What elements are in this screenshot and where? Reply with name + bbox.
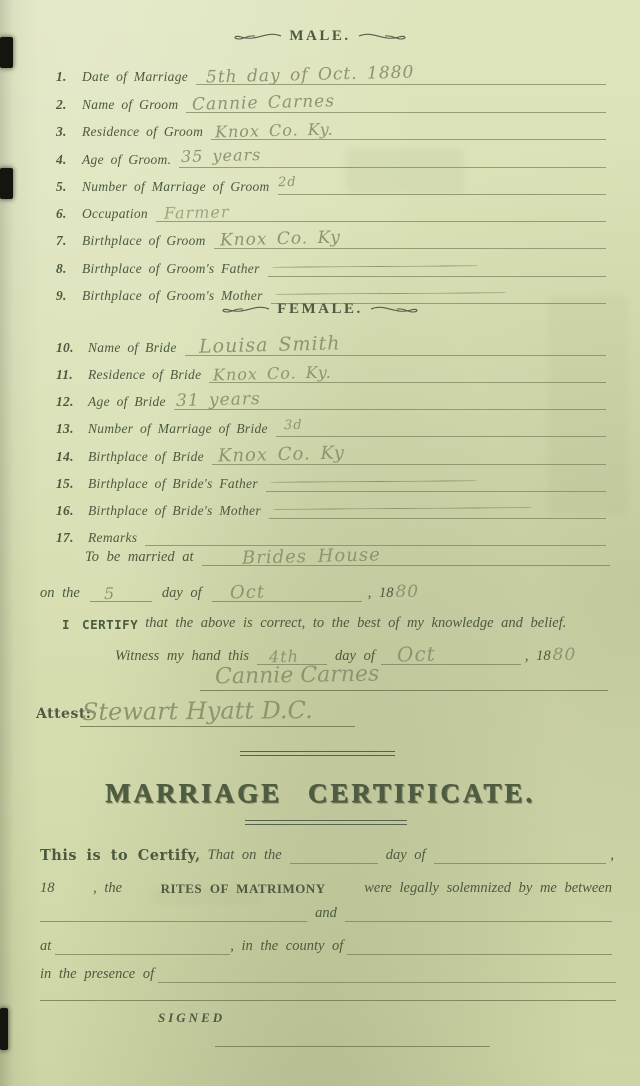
handwritten-value: 2d (277, 174, 297, 191)
handwritten-value: 5th day of Oct. 1880 (205, 62, 415, 88)
month-writing-line (434, 847, 607, 864)
printed-text: day of (335, 648, 375, 664)
certificate-line-5 (40, 966, 616, 983)
handwritten-value: Knox Co. Ky (219, 227, 341, 251)
row-label: Date of Marriage (82, 69, 189, 84)
handwritten-value: 3d (283, 417, 303, 434)
printed-text: day of (161, 585, 202, 601)
flourish-left-icon (219, 303, 271, 317)
handwritten-year: 80 (395, 582, 420, 602)
pencil-stroke (275, 292, 506, 295)
row-label: Birthplace of Groom (82, 233, 206, 248)
pencil-stroke (270, 480, 477, 482)
form-row-8 (56, 252, 606, 277)
row-writing-line (174, 384, 606, 410)
row-number: 4. (56, 152, 67, 167)
signature-line (200, 690, 608, 691)
name-writing-line (345, 905, 612, 922)
printed-text: , the (93, 880, 123, 896)
day-writing-line (290, 847, 378, 864)
row-label: Number of Marriage of Groom (82, 179, 270, 194)
printed-text: in the presence of (40, 966, 155, 982)
handwritten-value: Knox Co. Ky. (213, 362, 333, 385)
divider-rule (240, 751, 395, 756)
married-on-line (40, 582, 610, 602)
pencil-stroke (273, 507, 532, 510)
form-row-12 (56, 385, 606, 410)
row-number: 8. (56, 261, 67, 276)
row-label: Name of Groom (82, 97, 179, 112)
row-writing-line (185, 330, 606, 356)
form-row-7 (56, 224, 606, 249)
certificate-heading: MARRIAGE CERTIFICATE. (104, 778, 536, 808)
printed-text: and (315, 905, 337, 921)
row-number: 17. (56, 530, 74, 545)
printed-text: day of (385, 847, 426, 863)
printed-text: , (610, 847, 614, 863)
handwritten-value: 4th (268, 646, 300, 667)
county-writing-line (347, 938, 612, 955)
row-writing-line (156, 196, 606, 222)
form-row-16 (56, 494, 606, 519)
row-writing-line (209, 357, 606, 383)
flourish-right-icon (369, 303, 421, 317)
flourish-right-icon (357, 30, 409, 44)
row-writing-line (269, 493, 606, 519)
form-row-5 (56, 170, 606, 195)
row-writing-line (186, 87, 606, 113)
form-row-15 (56, 467, 606, 492)
form-row-3 (56, 115, 606, 140)
form-row-10 (56, 331, 606, 356)
certificate-line-3 (40, 905, 612, 922)
married-at-label: To be married at (85, 549, 194, 565)
row-label: Occupation (82, 206, 148, 221)
certificate-line-2 (40, 880, 612, 897)
row-number: 9. (56, 288, 67, 303)
handwritten-value: Farmer (163, 202, 230, 223)
signed-label: SIGNED (158, 1010, 226, 1025)
divider-rule (245, 820, 407, 825)
form-row-13 (56, 412, 606, 437)
row-writing-line (276, 411, 606, 437)
handwritten-value: Knox Co. Ky (217, 442, 346, 467)
row-label: Age of Groom. (82, 152, 172, 167)
male-section-header (0, 28, 640, 45)
row-label: Birthplace of Bride's Father (88, 476, 258, 491)
printed-text: That on the (207, 847, 282, 863)
handwritten-value: 31 years (175, 388, 261, 412)
row-writing-line (278, 169, 606, 195)
handwritten-value: 5 (103, 583, 116, 604)
row-number: 13. (56, 421, 74, 436)
rites-of-matrimony-text: RITES OF MATRIMONY (160, 881, 326, 896)
month-writing-line (381, 641, 521, 667)
form-row-1 (56, 60, 606, 88)
row-label: Remarks (88, 530, 138, 545)
row-label: Residence of Groom (82, 124, 204, 139)
row-writing-line (214, 223, 606, 249)
binder-mark (0, 1008, 8, 1050)
name-writing-line (40, 905, 307, 922)
day-writing-line (90, 585, 152, 602)
row-writing-line (211, 114, 606, 140)
certify-rest-text: that the above is correct, to the best of my knowledge and belief. (145, 615, 567, 631)
printed-text: on the (40, 585, 80, 601)
row-writing-line (266, 466, 606, 492)
row-writing-line (212, 439, 606, 465)
place-writing-line (55, 938, 230, 955)
row-label: Birthplace of Bride's Mother (88, 503, 261, 518)
row-label: Birthplace of Groom's Mother (82, 288, 263, 303)
form-row-2 (56, 88, 606, 113)
form-row-4 (56, 143, 606, 168)
female-section-title: FEMALE. (277, 301, 363, 317)
certificate-line-1 (40, 847, 614, 864)
row-number: 3. (56, 124, 67, 139)
flourish-left-icon (231, 30, 283, 44)
handwritten-value: Knox Co. Ky. (214, 119, 335, 142)
male-section-title: MALE. (289, 28, 351, 44)
handwritten-value: Louisa Smith (198, 332, 341, 358)
row-writing-line (179, 142, 606, 168)
attest-line (80, 726, 355, 727)
row-label: Name of Bride (88, 340, 177, 355)
printed-year-prefix: 18 (40, 880, 55, 896)
printed-text: , in the county of (230, 938, 344, 954)
binder-mark (0, 168, 13, 199)
printed-text: at (40, 938, 52, 954)
row-label: Birthplace of Bride (88, 449, 204, 464)
printed-text: Witness my hand this (115, 648, 250, 664)
handwritten-year: 80 (552, 645, 577, 665)
printed-text: , 18 (367, 585, 394, 601)
writing-line (40, 1000, 616, 1001)
row-label: Birthplace of Groom's Father (82, 261, 260, 276)
row-number: 14. (56, 449, 74, 464)
certify-line (62, 615, 620, 632)
row-number: 7. (56, 233, 67, 248)
printed-text: were legally solemnized by me between (364, 880, 612, 896)
row-number: 5. (56, 179, 67, 194)
row-number: 2. (56, 97, 67, 112)
married-at-writing-line (202, 544, 610, 569)
row-writing-line (196, 59, 606, 88)
row-number: 1. (56, 69, 67, 84)
row-label: Residence of Bride (88, 367, 202, 382)
attest-signature: Stewart Hyatt D.C. (81, 695, 313, 727)
row-number: 16. (56, 503, 74, 518)
row-number: 10. (56, 340, 74, 355)
printed-text: , 18 (524, 648, 551, 664)
handwritten-value: Oct (229, 581, 266, 604)
row-number: 11. (56, 367, 74, 382)
form-row-11 (56, 358, 606, 383)
married-at-line (85, 544, 610, 569)
witnesses-writing-line (158, 966, 616, 983)
row-number: 12. (56, 394, 74, 409)
handwritten-value: 35 years (181, 145, 262, 166)
month-writing-line (212, 581, 362, 604)
row-writing-line (145, 520, 606, 546)
signed-writing-line (215, 1046, 490, 1047)
this-is-to-certify-label: This is to Certify, (40, 847, 201, 864)
row-label: Number of Marriage of Bride (88, 421, 268, 436)
form-row-14 (56, 440, 606, 465)
handwritten-value: Brides House (241, 544, 381, 569)
form-row-6 (56, 197, 606, 222)
row-writing-line (268, 251, 606, 277)
certificate-line-4 (40, 938, 612, 955)
certify-bold-text: I CERTIFY (62, 617, 139, 632)
handwritten-value: Oct (396, 641, 436, 667)
attest-label: Attest: (36, 706, 92, 722)
form-row-17 (56, 521, 606, 546)
groom-signature: Cannie Carnes (214, 661, 380, 690)
pencil-stroke (272, 265, 478, 267)
female-section-header (0, 301, 640, 318)
row-number: 6. (56, 206, 67, 221)
row-number: 15. (56, 476, 74, 491)
row-label: Age of Bride (88, 394, 166, 409)
handwritten-value: Cannie Carnes (192, 91, 336, 115)
